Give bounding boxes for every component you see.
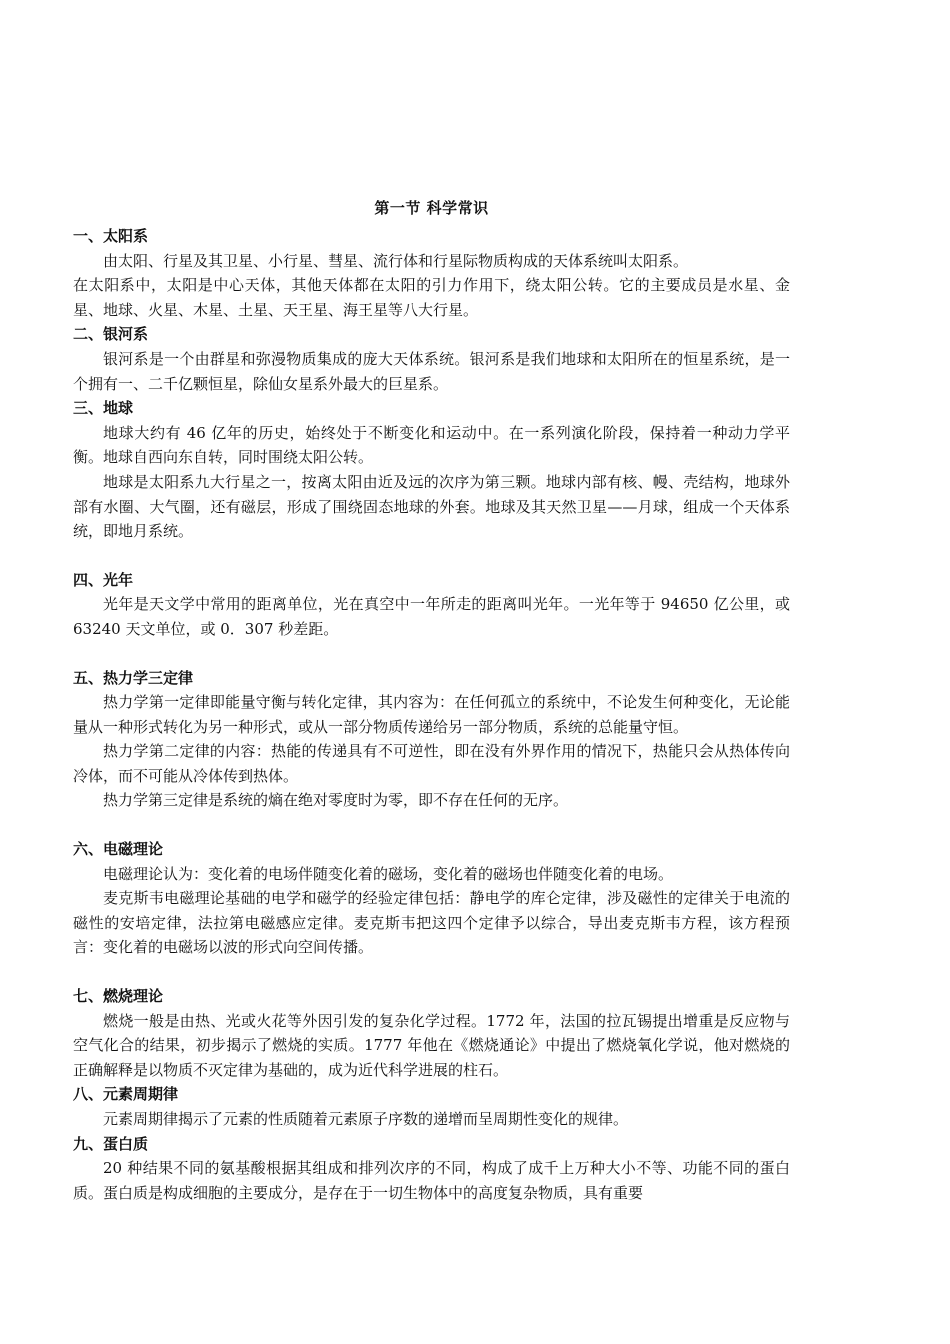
paragraph: 银河系是一个由群星和弥漫物质集成的庞大天体系统。银河系是我们地球和太阳所在的恒星系统，是一个拥有一、二千亿颗恒星，除仙女星系外最大的巨星系。 bbox=[73, 349, 790, 393]
section-heading: 二、银河系 bbox=[73, 325, 149, 344]
section-heading: 四、光年 bbox=[73, 570, 134, 589]
section-milky-way bbox=[73, 322, 790, 396]
section-electromagnetism bbox=[73, 837, 790, 960]
paragraph: 电磁理论认为：变化着的电场伴随变化着的磁场，变化着的磁场也伴随变化着的电场。 bbox=[103, 864, 674, 883]
paragraph: 麦克斯韦电磁理论基础的电学和磁学的经验定律包括：静电学的库仑定律，涉及磁性的定律关于电流的磁性的安培定律，法拉第电磁感应定律。麦克斯韦把这四个定律予以综合，导出麦克斯韦方程，该方程预言：变化着的电磁场以波的形式向空间传播。 bbox=[73, 889, 790, 957]
section-heading: 一、太阳系 bbox=[73, 227, 149, 245]
blank-line bbox=[73, 960, 790, 984]
paragraph: 热力学第一定律即能量守衡与转化定律，其内容为：在任何孤立的系统中，不论发生何种变化，无论能量从一种形式转化为另一种形式，或从一部分物质传递给另一部分物质，系统的总能量守恒。 bbox=[73, 693, 790, 736]
document-page bbox=[73, 196, 790, 1205]
paragraph: 热力学第三定律是系统的熵在绝对零度时为零，即不存在任何的无序。 bbox=[103, 791, 569, 810]
paragraph: 地球大约有 46 亿年的历史，始终处于不断变化和运动中。在一系列演化阶段，保持着一种动力学平衡。地球自西向东自转，同时围绕太阳公转。 bbox=[73, 423, 790, 467]
section-periodic-law bbox=[73, 1082, 790, 1131]
blank-line bbox=[73, 813, 790, 837]
section-light-year bbox=[73, 568, 790, 642]
section-heading: 九、蛋白质 bbox=[73, 1134, 149, 1153]
page-title: 第一节 科学常识 bbox=[374, 199, 489, 217]
section-heading: 七、燃烧理论 bbox=[73, 987, 164, 1006]
blank-line bbox=[73, 642, 790, 666]
section-heading: 三、地球 bbox=[73, 399, 134, 418]
section-combustion bbox=[73, 984, 790, 1082]
paragraph: 由太阳、行星及其卫星、小行星、彗星、流行体和行星际物质构成的天体系统叫太阳系。 bbox=[103, 251, 689, 270]
section-solar-system bbox=[73, 224, 790, 322]
blank-line bbox=[73, 544, 790, 568]
section-heading: 五、热力学三定律 bbox=[73, 668, 194, 687]
paragraph: 20 种结果不同的氨基酸根据其组成和排列次序的不同，构成了成千上万种大小不等、功能不同的蛋白质。蛋白质是构成细胞的主要成分，是存在于一切生物体中的高度复杂物质，具有重要 bbox=[73, 1159, 790, 1202]
section-thermodynamics bbox=[73, 666, 790, 814]
paragraph: 燃烧一般是由热、光或火花等外因引发的复杂化学过程。1772 年，法国的拉瓦锡提出增重是反应物与空气化合的结果，初步揭示了燃烧的实质。1777 年他在《燃烧通论》中提出了燃烧氧化学说，他对燃烧的正确解释是以物质不灭定律为基础的，成为近代科学进展的柱石。 bbox=[73, 1011, 790, 1079]
section-heading: 八、元素周期律 bbox=[73, 1085, 179, 1104]
paragraph: 光年是天文学中常用的距离单位，光在真空中一年所走的距离叫光年。一光年等于 94650 亿公里，或 63240 天文单位，或 0．307 秒差距。 bbox=[73, 595, 790, 638]
section-earth bbox=[73, 396, 790, 544]
section-protein bbox=[73, 1132, 790, 1206]
paragraph: 元素周期律揭示了元素的性质随着元素原子序数的递增而呈周期性变化的规律。 bbox=[103, 1110, 629, 1128]
section-heading: 六、电磁理论 bbox=[73, 840, 164, 859]
paragraph: 热力学第二定律的内容：热能的传递具有不可逆性，即在没有外界作用的情况下，热能只会从热体传向冷体，而不可能从冷体传到热体。 bbox=[73, 742, 790, 785]
paragraph: 在太阳系中，太阳是中心天体，其他天体都在太阳的引力作用下，绕太阳公转。它的主要成员是水星、金星、地球、火星、木星、土星、天王星、海王星等八大行星。 bbox=[73, 276, 790, 319]
paragraph: 地球是太阳系九大行星之一，按离太阳由近及远的次序为第三颗。地球内部有核、幔、壳结构，地球外部有水圈、大气圈，还有磁层，形成了围绕固态地球的外套。地球及其天然卫星——月球，组成一个天体系统，即地月系统。 bbox=[73, 472, 790, 541]
